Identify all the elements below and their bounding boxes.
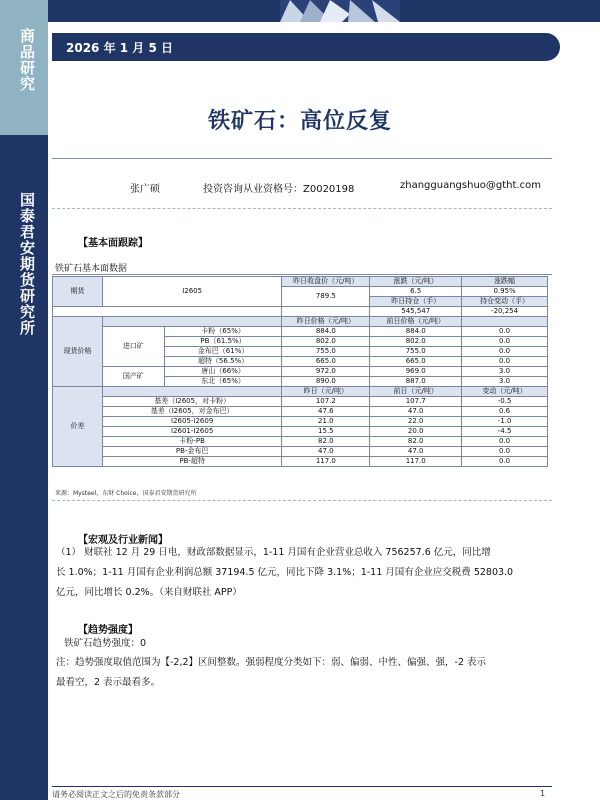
spot-row-prev: 969.0 (370, 367, 462, 377)
spread-row-name: 卡粉-PB (102, 437, 282, 447)
futures-oi-change: -20,254 (462, 307, 548, 317)
spot-row-chg: 3.0 (462, 377, 548, 387)
banner-ornament-icon (280, 0, 400, 22)
spread-row-today: 47.6 (282, 407, 370, 417)
spread-header-prev: 前日（元/吨） (370, 387, 462, 397)
futures-oi-change-header: 持仓变动（手） (462, 297, 548, 307)
spread-row-today: 117.0 (282, 457, 370, 467)
spot-row-name: PB（61.5%） (164, 337, 282, 347)
spot-row-name: 卡粉（65%） (164, 327, 282, 337)
sidebar-category-label: 商品研究 (18, 28, 36, 92)
macro-line: （1） 财联社 12 月 29 日电，财政部数据显示，1-11 月国有企业营业总收入 756257.6 亿元，同比增 (56, 547, 491, 558)
spot-row-name: 金布巴（61%） (164, 347, 282, 357)
table-top-rule (52, 274, 552, 275)
date-bar (52, 33, 560, 61)
spread-header-chg: 变动（元/吨） (462, 387, 548, 397)
spread-row-today: 82.0 (282, 437, 370, 447)
spread-row-prev: 20.0 (370, 427, 462, 437)
spot-row-name: 东北（65%） (164, 377, 282, 387)
spread-row-name: PB-金布巴 (102, 447, 282, 457)
spread-row-name: I2601-I2605 (102, 427, 282, 437)
spread-row-chg: 0.0 (462, 457, 548, 467)
spot-row-today: 755.0 (282, 347, 370, 357)
spread-row-chg: -0.5 (462, 397, 548, 407)
group-spread: 价差 (53, 387, 103, 467)
spot-row-chg: 0.0 (462, 347, 548, 357)
spot-row-prev: 755.0 (370, 347, 462, 357)
sidebar-institute-label: 国泰君安期货研究所 (18, 192, 36, 336)
spot-row-today: 802.0 (282, 337, 370, 347)
futures-price-header: 昨日收盘价（元/吨） (282, 277, 370, 287)
spread-row-prev: 82.0 (370, 437, 462, 447)
spread-row-today: 21.0 (282, 417, 370, 427)
spread-row-name: 基差（I2605，对卡粉） (102, 397, 282, 407)
spot-row-chg: 3.0 (462, 367, 548, 377)
spread-row-chg: 0.0 (462, 447, 548, 457)
futures-pct: 0.95% (462, 287, 548, 297)
author-license: 投资咨询从业资格号：Z0020198 (203, 184, 355, 195)
spot-row-prev: 665.0 (370, 357, 462, 367)
spot-row-chg: 0.0 (462, 357, 548, 367)
spot-row-name: 超特（56.5%） (164, 357, 282, 367)
group-spot: 现货价格 (53, 317, 103, 387)
futures-contract: I2605 (102, 277, 282, 307)
footer-disclaimer: 请务必阅读正文之后的免责条款部分 (52, 790, 180, 799)
futures-change: 6.5 (370, 287, 462, 297)
title-divider (52, 158, 552, 159)
spread-row-prev: 47.0 (370, 447, 462, 457)
section-macro: 【宏观及行业新闻】 (78, 535, 168, 546)
futures-vol: 545,547 (370, 307, 462, 317)
table-caption: 铁矿石基本面数据 (55, 264, 128, 274)
futures-change-header: 涨跌（元/吨） (370, 277, 462, 287)
spread-row-today: 15.5 (282, 427, 370, 437)
spot-row-chg: 0.0 (462, 337, 548, 347)
author-name: 张广硕 (130, 184, 160, 195)
spread-row-prev: 47.0 (370, 407, 462, 417)
author-email[interactable]: zhangguangshuo@gtht.com (400, 180, 541, 191)
spot-imported-label: 进口矿 (102, 327, 164, 367)
spread-row-chg: 0.0 (462, 437, 548, 447)
spot-row-prev: 802.0 (370, 337, 462, 347)
macro-line: 长 1.0%；1-11 月国有企业利润总额 37194.5 亿元，同比下降 3.1%；1-11 月国有企业应交税费 52803.0 (56, 567, 514, 578)
spread-row-name: 基差（I2605，对金布巴） (102, 407, 282, 417)
futures-vol-header: 昨日持仓（手） (370, 297, 462, 307)
spot-row-name: 唐山（66%） (164, 367, 282, 377)
spot-row-today: 884.0 (282, 327, 370, 337)
spread-row-name: I2605-I2609 (102, 417, 282, 427)
spot-row-prev: 887.0 (370, 377, 462, 387)
spot-row-today: 665.0 (282, 357, 370, 367)
spread-header-today: 昨日（元/吨） (282, 387, 370, 397)
futures-price: 789.5 (282, 287, 370, 307)
spread-row-prev: 117.0 (370, 457, 462, 467)
spread-row-today: 107.2 (282, 397, 370, 407)
spread-row-chg: -4.5 (462, 427, 548, 437)
spot-row-today: 972.0 (282, 367, 370, 377)
spread-row-chg: 0.6 (462, 407, 548, 417)
spread-row-prev: 22.0 (370, 417, 462, 427)
spread-row-chg: -1.0 (462, 417, 548, 427)
group-futures: 期货 (53, 277, 103, 307)
spread-row-prev: 107.7 (370, 397, 462, 407)
spot-header-today: 昨日价格（元/吨） (282, 317, 370, 327)
table-source: 来源：Mysteel，东财 Choice，国泰君安期货研究所 (55, 490, 197, 497)
report-date: 2026 年 1 月 5 日 (66, 41, 173, 55)
futures-pct-header: 涨跌幅 (462, 277, 548, 287)
source-divider (52, 500, 552, 501)
fundamentals-table (52, 276, 548, 467)
section-trend: 【趋势强度】 (78, 625, 138, 636)
spot-row-chg: 0.0 (462, 327, 548, 337)
macro-news-paragraph (56, 543, 513, 603)
trend-note-line: 注：趋势强度取值范围为【-2,2】区间整数。强弱程度分类如下：弱、偏弱、中性、偏强、强，-2 表示 (56, 657, 487, 668)
spread-row-name: PB-超特 (102, 457, 282, 467)
trend-strength: 铁矿石趋势强度：0 (64, 638, 147, 649)
page-number: 1 (540, 789, 546, 798)
trend-note-line: 最看空，2 表示最看多。 (56, 677, 161, 688)
trend-note (56, 653, 486, 693)
report-title: 铁矿石：高位反复 (207, 108, 392, 134)
footer-rule (52, 786, 552, 787)
section-fundamentals: 【基本面跟踪】 (78, 238, 148, 249)
author-divider (52, 208, 552, 209)
spread-row-today: 47.0 (282, 447, 370, 457)
futures-vol-spacer (282, 307, 370, 317)
spot-row-today: 890.0 (282, 377, 370, 387)
macro-line: 亿元，同比增长 0.2%。（来自财联社 APP） (56, 587, 242, 598)
spot-row-prev: 884.0 (370, 327, 462, 337)
spot-domestic-label: 国产矿 (102, 367, 164, 387)
spot-header-prev: 前日价格（元/吨） (370, 317, 462, 327)
top-banner (48, 0, 600, 22)
